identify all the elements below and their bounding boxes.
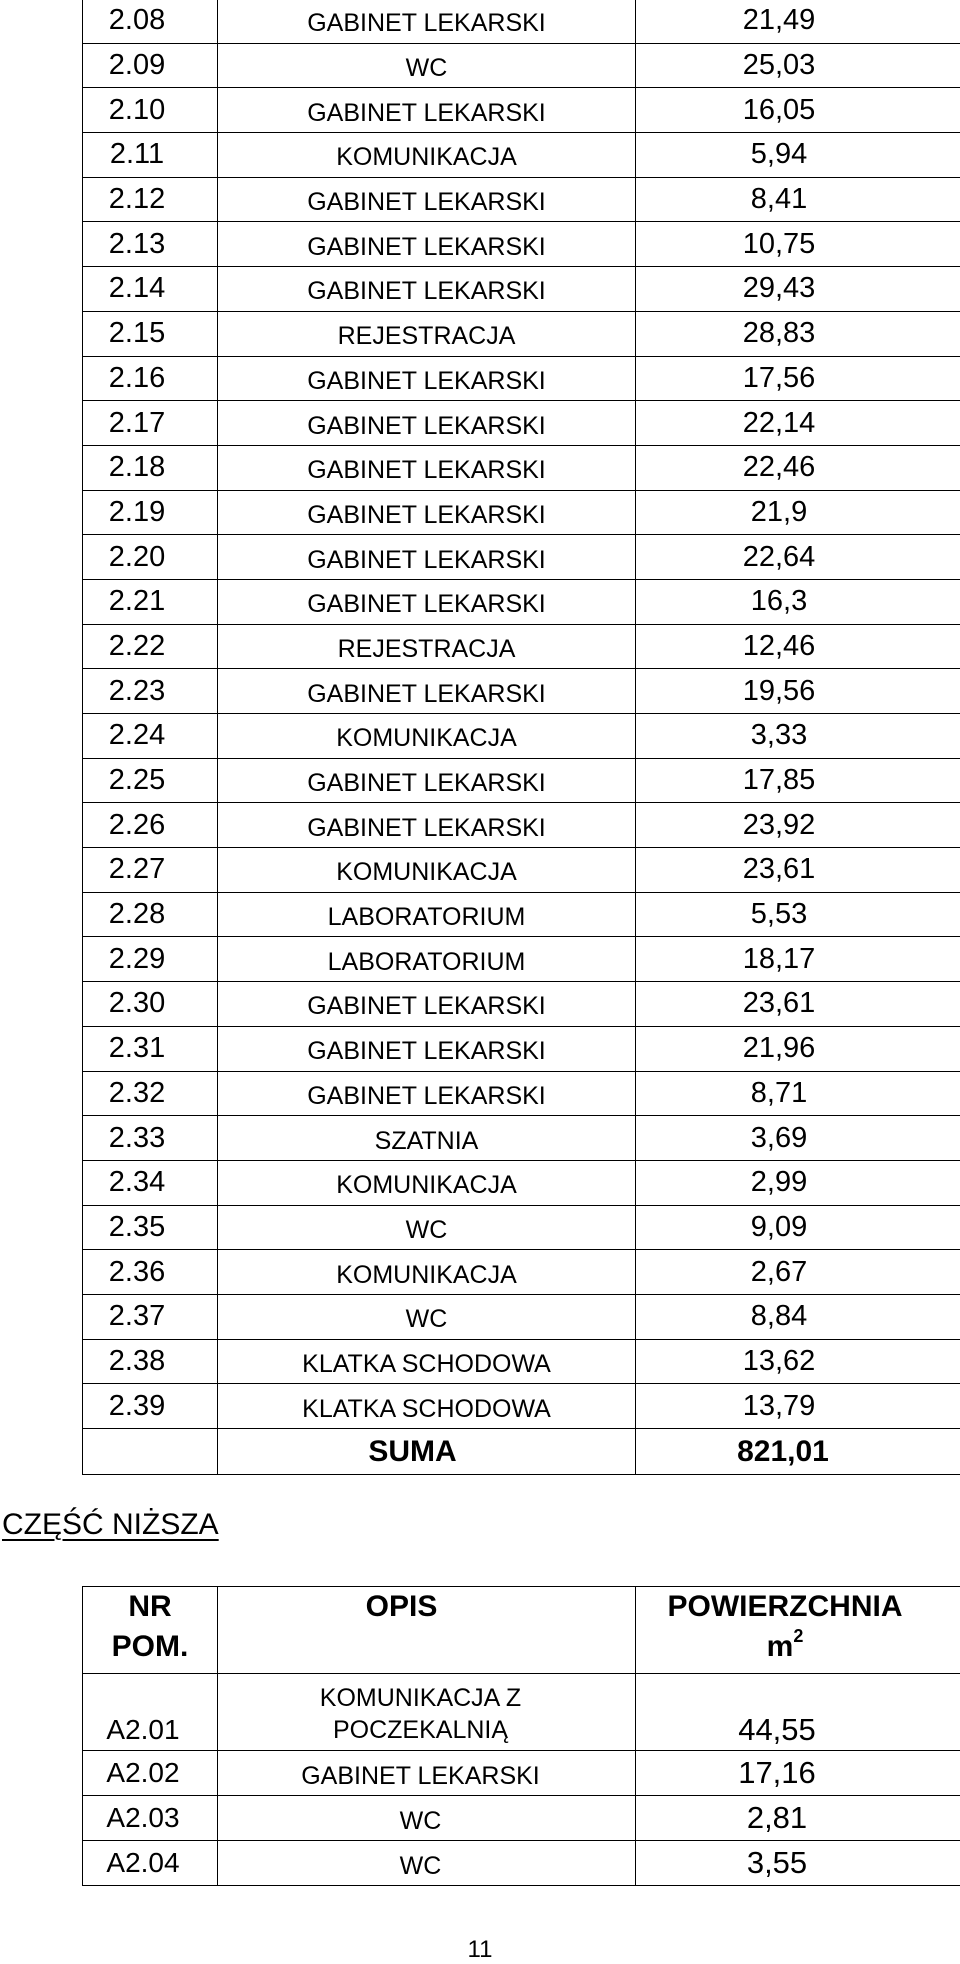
room-description-line2: POCZEKALNIĄ bbox=[332, 1716, 509, 1744]
table-row bbox=[83, 758, 960, 803]
room-number: 2.16 bbox=[83, 356, 218, 401]
room-number: 2.39 bbox=[83, 1384, 218, 1429]
lower-room-table bbox=[82, 1586, 960, 1886]
room-area: 3,55 bbox=[636, 1841, 960, 1886]
room-description: GABINET LEKARSKI bbox=[218, 669, 636, 714]
table-row bbox=[83, 1339, 960, 1384]
header-area-unit: m bbox=[766, 1630, 794, 1663]
header-area-line1: POWIERZCHNIA bbox=[667, 1590, 903, 1623]
table-row bbox=[83, 1205, 960, 1250]
room-number: 2.27 bbox=[83, 848, 218, 893]
room-area: 25,03 bbox=[636, 43, 960, 88]
room-area: 3,33 bbox=[636, 714, 960, 759]
room-description: KLATKA SCHODOWA bbox=[218, 1339, 636, 1384]
room-description: WC bbox=[218, 1841, 636, 1886]
room-number: 2.38 bbox=[83, 1339, 218, 1384]
room-description: GABINET LEKARSKI bbox=[218, 88, 636, 133]
room-number: 2.08 bbox=[83, 0, 218, 43]
room-area: 28,83 bbox=[636, 311, 960, 356]
room-description: GABINET LEKARSKI bbox=[218, 535, 636, 580]
table-row bbox=[83, 1116, 960, 1161]
table-row bbox=[83, 177, 960, 222]
table-row bbox=[83, 1250, 960, 1295]
table-row bbox=[83, 714, 960, 759]
table-row bbox=[83, 579, 960, 624]
table-row bbox=[83, 1796, 960, 1841]
table-row bbox=[83, 848, 960, 893]
room-number: 2.15 bbox=[83, 311, 218, 356]
table-row bbox=[83, 267, 960, 312]
table-row bbox=[83, 892, 960, 937]
room-number: A2.01 bbox=[83, 1674, 218, 1751]
room-number: 2.12 bbox=[83, 177, 218, 222]
room-description: KOMUNIKACJA bbox=[218, 1160, 636, 1205]
room-description: GABINET LEKARSKI bbox=[218, 1751, 636, 1796]
room-area: 29,43 bbox=[636, 267, 960, 312]
table-row bbox=[83, 222, 960, 267]
room-description: KLATKA SCHODOWA bbox=[218, 1384, 636, 1429]
header-room-number bbox=[83, 1587, 218, 1674]
room-number: 2.26 bbox=[83, 803, 218, 848]
room-number: 2.28 bbox=[83, 892, 218, 937]
room-area: 13,62 bbox=[636, 1339, 960, 1384]
room-area: 16,3 bbox=[636, 579, 960, 624]
room-number: 2.11 bbox=[83, 133, 218, 178]
table-row bbox=[83, 43, 960, 88]
header-nr-line2: POM. bbox=[111, 1630, 189, 1663]
room-description-line1: KOMUNIKACJA Z bbox=[319, 1684, 522, 1712]
room-area: 21,96 bbox=[636, 1026, 960, 1071]
room-number: 2.25 bbox=[83, 758, 218, 803]
room-area: 16,05 bbox=[636, 88, 960, 133]
room-description: KOMUNIKACJA bbox=[218, 133, 636, 178]
sum-value: 821,01 bbox=[636, 1429, 960, 1475]
room-description: GABINET LEKARSKI bbox=[218, 356, 636, 401]
page-number: 11 bbox=[467, 1936, 493, 1963]
table-row bbox=[83, 1384, 960, 1429]
table-row bbox=[83, 445, 960, 490]
room-area: 22,46 bbox=[636, 445, 960, 490]
table-row bbox=[83, 803, 960, 848]
room-description: SZATNIA bbox=[218, 1116, 636, 1161]
room-description: GABINET LEKARSKI bbox=[218, 267, 636, 312]
header-area bbox=[636, 1587, 960, 1674]
table-row bbox=[83, 1294, 960, 1339]
room-area: 19,56 bbox=[636, 669, 960, 714]
room-number: 2.24 bbox=[83, 714, 218, 759]
room-number: 2.20 bbox=[83, 535, 218, 580]
sum-label: SUMA bbox=[218, 1429, 636, 1475]
room-area: 3,69 bbox=[636, 1116, 960, 1161]
room-description: GABINET LEKARSKI bbox=[218, 222, 636, 267]
room-area: 8,41 bbox=[636, 177, 960, 222]
table-row bbox=[83, 88, 960, 133]
room-description: GABINET LEKARSKI bbox=[218, 0, 636, 43]
room-area: 9,09 bbox=[636, 1205, 960, 1250]
room-description: GABINET LEKARSKI bbox=[218, 579, 636, 624]
room-number: 2.13 bbox=[83, 222, 218, 267]
room-area: 2,81 bbox=[636, 1796, 960, 1841]
room-area: 5,94 bbox=[636, 133, 960, 178]
room-number: 2.22 bbox=[83, 624, 218, 669]
room-description: GABINET LEKARSKI bbox=[218, 490, 636, 535]
room-area: 2,67 bbox=[636, 1250, 960, 1295]
room-description: GABINET LEKARSKI bbox=[218, 401, 636, 446]
room-area: 21,9 bbox=[636, 490, 960, 535]
room-description: REJESTRACJA bbox=[218, 311, 636, 356]
table-row bbox=[83, 490, 960, 535]
room-area: 12,46 bbox=[636, 624, 960, 669]
table-row bbox=[83, 0, 960, 43]
table-row bbox=[83, 937, 960, 982]
room-number: A2.04 bbox=[83, 1841, 218, 1886]
header-nr-line1: NR bbox=[128, 1590, 172, 1623]
table-row bbox=[83, 311, 960, 356]
room-description: KOMUNIKACJA bbox=[218, 714, 636, 759]
header-opis: OPIS bbox=[365, 1590, 438, 1623]
table-row bbox=[83, 1841, 960, 1886]
room-area: 21,49 bbox=[636, 0, 960, 43]
header-row bbox=[83, 1587, 960, 1674]
room-area: 8,71 bbox=[636, 1071, 960, 1116]
room-area: 23,92 bbox=[636, 803, 960, 848]
room-number: 2.09 bbox=[83, 43, 218, 88]
table-row bbox=[83, 1026, 960, 1071]
room-number: 2.32 bbox=[83, 1071, 218, 1116]
room-description: LABORATORIUM bbox=[218, 937, 636, 982]
room-area-table bbox=[82, 0, 960, 1475]
room-description bbox=[218, 1674, 636, 1751]
room-area: 17,16 bbox=[636, 1751, 960, 1796]
room-description: WC bbox=[218, 1796, 636, 1841]
room-number: A2.02 bbox=[83, 1751, 218, 1796]
room-area: 44,55 bbox=[636, 1674, 960, 1751]
table-row bbox=[83, 982, 960, 1027]
room-description: LABORATORIUM bbox=[218, 892, 636, 937]
room-number: 2.30 bbox=[83, 982, 218, 1027]
room-description: WC bbox=[218, 43, 636, 88]
room-number: 2.17 bbox=[83, 401, 218, 446]
room-number: A2.03 bbox=[83, 1796, 218, 1841]
table-row bbox=[83, 669, 960, 714]
room-number: 2.10 bbox=[83, 88, 218, 133]
room-description: KOMUNIKACJA bbox=[218, 848, 636, 893]
room-description: GABINET LEKARSKI bbox=[218, 177, 636, 222]
room-number: 2.35 bbox=[83, 1205, 218, 1250]
room-number: 2.21 bbox=[83, 579, 218, 624]
room-description: KOMUNIKACJA bbox=[218, 1250, 636, 1295]
room-number: 2.37 bbox=[83, 1294, 218, 1339]
table-row bbox=[83, 1160, 960, 1205]
room-area: 10,75 bbox=[636, 222, 960, 267]
table-row bbox=[83, 1071, 960, 1116]
room-number: 2.36 bbox=[83, 1250, 218, 1295]
room-number: 2.29 bbox=[83, 937, 218, 982]
room-area: 22,14 bbox=[636, 401, 960, 446]
room-description: WC bbox=[218, 1294, 636, 1339]
table-row bbox=[83, 1674, 960, 1751]
room-number: 2.23 bbox=[83, 669, 218, 714]
room-description: GABINET LEKARSKI bbox=[218, 1026, 636, 1071]
room-description: GABINET LEKARSKI bbox=[218, 982, 636, 1027]
room-area: 23,61 bbox=[636, 982, 960, 1027]
table-row bbox=[83, 401, 960, 446]
room-description: GABINET LEKARSKI bbox=[218, 803, 636, 848]
room-description: REJESTRACJA bbox=[218, 624, 636, 669]
room-area: 8,84 bbox=[636, 1294, 960, 1339]
room-area: 18,17 bbox=[636, 937, 960, 982]
room-description: WC bbox=[218, 1205, 636, 1250]
room-area: 23,61 bbox=[636, 848, 960, 893]
room-area: 13,79 bbox=[636, 1384, 960, 1429]
room-area-table-body bbox=[83, 0, 960, 1475]
table-row bbox=[83, 356, 960, 401]
room-number: 2.18 bbox=[83, 445, 218, 490]
room-number: 2.33 bbox=[83, 1116, 218, 1161]
table-row bbox=[83, 133, 960, 178]
room-description: GABINET LEKARSKI bbox=[218, 445, 636, 490]
room-description: GABINET LEKARSKI bbox=[218, 758, 636, 803]
room-number: 2.34 bbox=[83, 1160, 218, 1205]
room-area: 17,85 bbox=[636, 758, 960, 803]
room-area: 5,53 bbox=[636, 892, 960, 937]
room-number: 2.14 bbox=[83, 267, 218, 312]
table-row bbox=[83, 535, 960, 580]
room-number: 2.31 bbox=[83, 1026, 218, 1071]
table-row bbox=[83, 1751, 960, 1796]
header-area-unit-superscript: 2 bbox=[793, 1626, 804, 1646]
room-number: 2.19 bbox=[83, 490, 218, 535]
room-area: 22,64 bbox=[636, 535, 960, 580]
room-area: 17,56 bbox=[636, 356, 960, 401]
header-description bbox=[218, 1587, 636, 1674]
room-area: 2,99 bbox=[636, 1160, 960, 1205]
room-description: GABINET LEKARSKI bbox=[218, 1071, 636, 1116]
sum-empty-cell bbox=[83, 1429, 218, 1475]
table-row bbox=[83, 624, 960, 669]
sum-row bbox=[83, 1429, 960, 1475]
section-title: CZĘŚĆ NIŻSZA bbox=[2, 1508, 219, 1541]
